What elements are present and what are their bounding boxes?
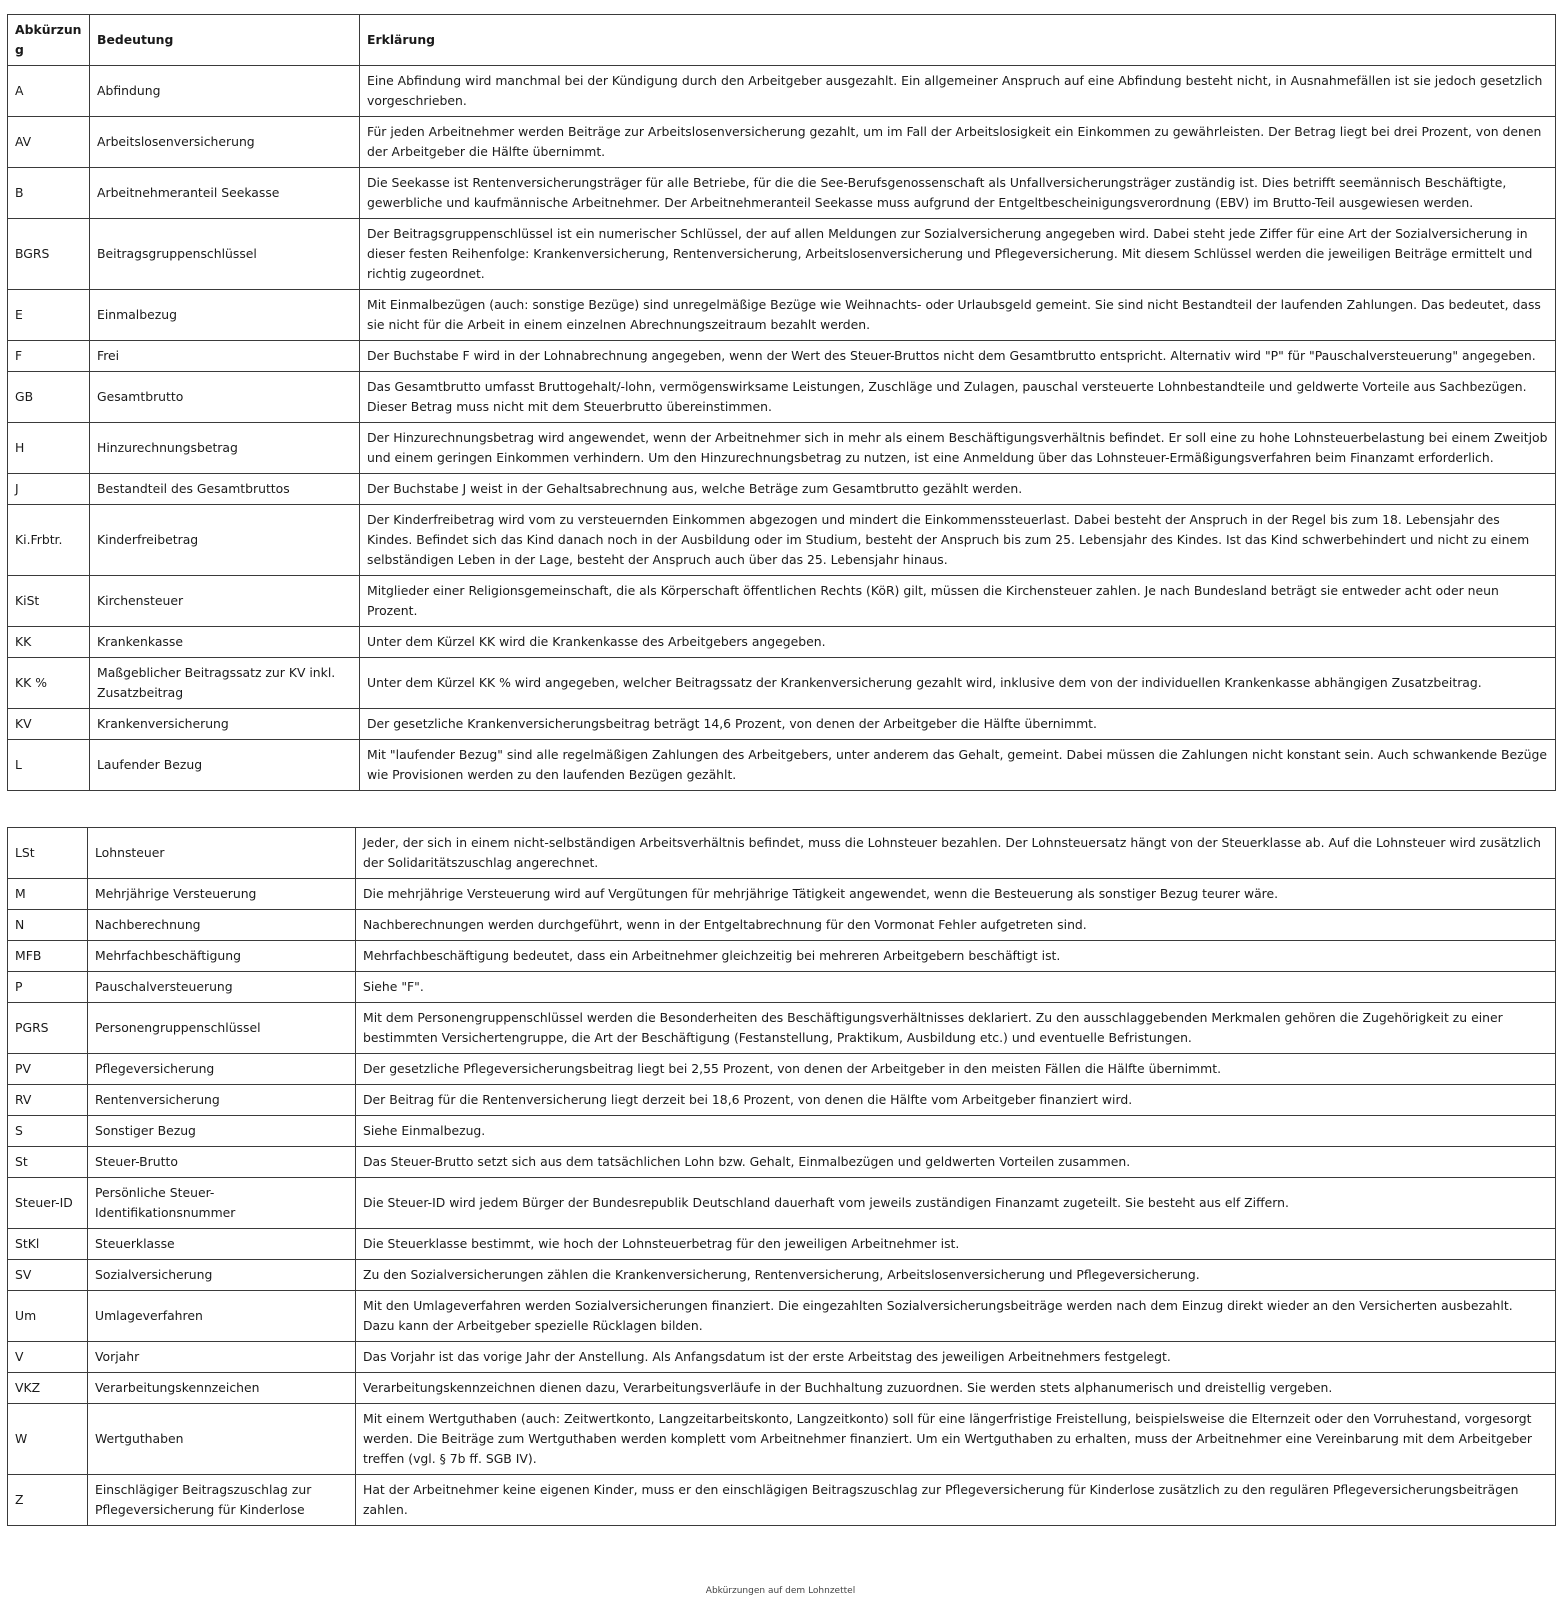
cell-meaning: Hinzurechnungsbetrag — [90, 423, 360, 474]
cell-explanation: Das Steuer-Brutto setzt sich aus dem tatsächlichen Lohn bzw. Gehalt, Einmalbezügen und geldwerten Vorteilen zusammen. — [356, 1147, 1556, 1178]
cell-abbreviation: KiSt — [8, 576, 90, 627]
cell-meaning: Vorjahr — [88, 1342, 356, 1373]
cell-explanation: Nachberechnungen werden durchgeführt, wenn in der Entgeltabrechnung für den Vormonat Fehler aufgetreten sind. — [356, 910, 1556, 941]
cell-meaning: Arbeitslosenversicherung — [90, 117, 360, 168]
cell-explanation: Siehe "F". — [356, 972, 1556, 1003]
table-row — [8, 1054, 1556, 1085]
cell-meaning: Lohnsteuer — [88, 828, 356, 879]
cell-abbreviation: Z — [8, 1475, 88, 1526]
header-meaning: Bedeutung — [90, 15, 360, 66]
table-row — [8, 658, 1556, 709]
cell-abbreviation: KK — [8, 627, 90, 658]
cell-explanation: Unter dem Kürzel KK wird die Krankenkasse des Arbeitgebers angegeben. — [360, 627, 1556, 658]
cell-meaning: Rentenversicherung — [88, 1085, 356, 1116]
cell-explanation: Für jeden Arbeitnehmer werden Beiträge zur Arbeitslosenversicherung gezahlt, um im Fall der Arbeitslosigkeit ein Einkommen zu gewährleisten. Der Betrag liegt bei drei Prozent, von denen der Arbeitgeber die Hälfte übernimmt. — [360, 117, 1556, 168]
cell-explanation: Das Gesamtbrutto umfasst Bruttogehalt/-lohn, vermögenswirksame Leistungen, Zuschläge und Zulagen, pauschal versteuerte Lohnbestandteile und geldwerte Vorteile aus Sachbezügen. Dieser Betrag muss nicht mit dem Steuerbrutto übereinstimmen. — [360, 372, 1556, 423]
cell-abbreviation: KV — [8, 709, 90, 740]
cell-meaning: Steuer-Brutto — [88, 1147, 356, 1178]
cell-explanation: Mit "laufender Bezug" sind alle regelmäßigen Zahlungen des Arbeitgebers, unter anderem das Gehalt, gemeint. Dabei müssen die Zahlungen nicht konstant sein. Auch schwankende Bezüge wie Provisionen werden zu den laufenden Bezügen gezählt. — [360, 740, 1556, 791]
table-row — [8, 219, 1556, 290]
table-row — [8, 828, 1556, 879]
cell-explanation: Hat der Arbeitnehmer keine eigenen Kinder, muss er den einschlägigen Beitragszuschlag zur Pflegeversicherung für Kinderlose zusätzlich zu den regulären Pflegeversicherungsbeiträgen zahlen. — [356, 1475, 1556, 1526]
table-row — [8, 879, 1556, 910]
cell-abbreviation: B — [8, 168, 90, 219]
cell-meaning: Arbeitnehmeranteil Seekasse — [90, 168, 360, 219]
cell-explanation: Die Steuer-ID wird jedem Bürger der Bundesrepublik Deutschland dauerhaft vom jeweils zuständigen Finanzamt zugeteilt. Sie besteht aus elf Ziffern. — [356, 1178, 1556, 1229]
cell-explanation: Eine Abfindung wird manchmal bei der Kündigung durch den Arbeitgeber ausgezahlt. Ein allgemeiner Anspruch auf eine Abfindung besteht nicht, in Ausnahmefällen ist sie jedoch gesetzlich vorgeschrieben. — [360, 66, 1556, 117]
cell-meaning: Steuerklasse — [88, 1229, 356, 1260]
cell-abbreviation: V — [8, 1342, 88, 1373]
cell-explanation: Mehrfachbeschäftigung bedeutet, dass ein Arbeitnehmer gleichzeitig bei mehreren Arbeitgebern beschäftigt ist. — [356, 941, 1556, 972]
cell-explanation: Der Beitragsgruppenschlüssel ist ein numerischer Schlüssel, der auf allen Meldungen zur Sozialversicherung angegeben wird. Dabei steht jede Ziffer für eine Art der Sozialversicherung in dieser festen Reihenfolge: Krankenversicherung, Rentenversicherung, Arbeitslosenversicherung und Pflegeversicherung. Mit diesem Schlüssel werden die jeweiligen Beiträge ermittelt und richtig zugeordnet. — [360, 219, 1556, 290]
cell-meaning: Kinderfreibetrag — [90, 505, 360, 576]
cell-explanation: Der Beitrag für die Rentenversicherung liegt derzeit bei 18,6 Prozent, von denen die Hälfte vom Arbeitgeber finanziert wird. — [356, 1085, 1556, 1116]
cell-explanation: Mit den Umlageverfahren werden Sozialversicherungen finanziert. Die eingezahlten Sozialversicherungsbeiträge werden nach dem Einzug direkt wieder an den Versicherten ausbezahlt. Dazu kann der Arbeitgeber spezielle Rücklagen bilden. — [356, 1291, 1556, 1342]
cell-abbreviation: PGRS — [8, 1003, 88, 1054]
cell-meaning: Einmalbezug — [90, 290, 360, 341]
cell-abbreviation: PV — [8, 1054, 88, 1085]
cell-abbreviation: StKl — [8, 1229, 88, 1260]
abbreviation-table-part-2 — [7, 827, 1556, 1526]
table-row — [8, 1342, 1556, 1373]
table-row — [8, 1178, 1556, 1229]
table-row — [8, 1475, 1556, 1526]
header-explanation: Erklärung — [360, 15, 1556, 66]
cell-meaning: Abfindung — [90, 66, 360, 117]
cell-explanation: Unter dem Kürzel KK % wird angegeben, welcher Beitragssatz der Krankenversicherung gezahlt wird, inklusive dem von der individuellen Krankenkasse abhängigen Zusatzbeitrag. — [360, 658, 1556, 709]
table-row — [8, 474, 1556, 505]
table-row — [8, 1116, 1556, 1147]
table-row — [8, 290, 1556, 341]
cell-meaning: Frei — [90, 341, 360, 372]
cell-meaning: Maßgeblicher Beitragssatz zur KV inkl. Zusatzbeitrag — [90, 658, 360, 709]
cell-abbreviation: J — [8, 474, 90, 505]
table-row — [8, 576, 1556, 627]
cell-abbreviation: RV — [8, 1085, 88, 1116]
cell-abbreviation: GB — [8, 372, 90, 423]
cell-meaning: Bestandteil des Gesamtbruttos — [90, 474, 360, 505]
cell-abbreviation: M — [8, 879, 88, 910]
table-row — [8, 1003, 1556, 1054]
table-row — [8, 972, 1556, 1003]
cell-explanation: Die mehrjährige Versteuerung wird auf Vergütungen für mehrjährige Tätigkeit angewendet, wenn die Besteuerung als sonstiger Bezug teurer wäre. — [356, 879, 1556, 910]
table-row — [8, 168, 1556, 219]
table-caption: Abkürzungen auf dem Lohnzettel — [705, 1586, 856, 1596]
cell-explanation: Mitglieder einer Religionsgemeinschaft, die als Körperschaft öffentlichen Rechts (KöR) gilt, müssen die Kirchensteuer zahlen. Je nach Bundesland beträgt sie entweder acht oder neun Prozent. — [360, 576, 1556, 627]
table-row — [8, 1291, 1556, 1342]
cell-abbreviation: SV — [8, 1260, 88, 1291]
cell-meaning: Verarbeitungskennzeichen — [88, 1373, 356, 1404]
cell-abbreviation: BGRS — [8, 219, 90, 290]
cell-abbreviation: Ki.Frbtr. — [8, 505, 90, 576]
cell-abbreviation: Um — [8, 1291, 88, 1342]
table-row — [8, 423, 1556, 474]
cell-abbreviation: A — [8, 66, 90, 117]
cell-meaning: Kirchensteuer — [90, 576, 360, 627]
cell-abbreviation: E — [8, 290, 90, 341]
table-row — [8, 505, 1556, 576]
cell-meaning: Personengruppenschlüssel — [88, 1003, 356, 1054]
cell-explanation: Mit Einmalbezügen (auch: sonstige Bezüge) sind unregelmäßige Bezüge wie Weihnachts- oder Urlaubsgeld gemeint. Sie sind nicht Bestandteil der laufenden Zahlungen. Das bedeutet, dass sie nicht für die Arbeit in einem einzelnen Abrechnungszeitraum bezahlt werden. — [360, 290, 1556, 341]
cell-meaning: Wertguthaben — [88, 1404, 356, 1475]
cell-abbreviation: P — [8, 972, 88, 1003]
cell-meaning: Mehrfachbeschäftigung — [88, 941, 356, 972]
cell-explanation: Das Vorjahr ist das vorige Jahr der Anstellung. Als Anfangsdatum ist der erste Arbeitstag des jeweiligen Arbeitnehmers festgelegt. — [356, 1342, 1556, 1373]
table-row — [8, 66, 1556, 117]
table-row — [8, 1229, 1556, 1260]
cell-explanation: Der gesetzliche Krankenversicherungsbeitrag beträgt 14,6 Prozent, von denen der Arbeitgeber die Hälfte übernimmt. — [360, 709, 1556, 740]
table-row — [8, 1260, 1556, 1291]
cell-abbreviation: VKZ — [8, 1373, 88, 1404]
table-header-row — [8, 15, 1556, 66]
cell-meaning: Pauschalversteuerung — [88, 972, 356, 1003]
cell-meaning: Sozialversicherung — [88, 1260, 356, 1291]
cell-meaning: Sonstiger Bezug — [88, 1116, 356, 1147]
cell-abbreviation: F — [8, 341, 90, 372]
cell-explanation: Jeder, der sich in einem nicht-selbständigen Arbeitsverhältnis befindet, muss die Lohnsteuer bezahlen. Der Lohnsteuersatz hängt von der Steuerklasse ab. Auf die Lohnsteuer wird zusätzlich der Solidaritätszuschlag angerechnet. — [356, 828, 1556, 879]
table-row — [8, 372, 1556, 423]
cell-abbreviation: W — [8, 1404, 88, 1475]
cell-meaning: Beitragsgruppenschlüssel — [90, 219, 360, 290]
table-row — [8, 1147, 1556, 1178]
cell-explanation: Der gesetzliche Pflegeversicherungsbeitrag liegt bei 2,55 Prozent, von denen der Arbeitgeber in den meisten Fällen die Hälfte übernimmt. — [356, 1054, 1556, 1085]
cell-explanation: Mit dem Personengruppenschlüssel werden die Besonderheiten des Beschäftigungsverhältnisses deklariert. Zu den ausschlaggebenden Merkmalen gehören die Zugehörigkeit zu einer bestimmten Versichertengruppe, die Art der Beschäftigung (Festanstellung, Praktikum, Ausbildung etc.) und eventuelle Befristungen. — [356, 1003, 1556, 1054]
cell-explanation: Verarbeitungskennzeichnen dienen dazu, Verarbeitungsverläufe in der Buchhaltung zuzuordnen. Sie werden stets alphanumerisch und dreistellig vergeben. — [356, 1373, 1556, 1404]
cell-meaning: Pflegeversicherung — [88, 1054, 356, 1085]
table-row — [8, 941, 1556, 972]
cell-meaning: Gesamtbrutto — [90, 372, 360, 423]
cell-meaning: Nachberechnung — [88, 910, 356, 941]
cell-explanation: Mit einem Wertguthaben (auch: Zeitwertkonto, Langzeitarbeitskonto, Langzeitkonto) soll für eine längerfristige Freistellung, beispielsweise die Elternzeit oder den Vorruhestand, vorgesorgt werden. Die Beiträge zum Wertguthaben werden komplett vom Arbeitnehmer finanziert. Um ein Wertguthaben zu erhalten, muss der Arbeitnehmer eine Vereinbarung mit dem Arbeitgeber treffen (vgl. § 7b ff. SGB IV). — [356, 1404, 1556, 1475]
cell-explanation: Der Buchstabe J weist in der Gehaltsabrechnung aus, welche Beträge zum Gesamtbrutto gezählt werden. — [360, 474, 1556, 505]
cell-explanation: Der Buchstabe F wird in der Lohnabrechnung angegeben, wenn der Wert des Steuer-Bruttos nicht dem Gesamtbrutto entspricht. Alternativ wird "P" für "Pauschalversteuerung" angegeben. — [360, 341, 1556, 372]
cell-abbreviation: S — [8, 1116, 88, 1147]
table-row — [8, 117, 1556, 168]
header-abbreviation: Abkürzung — [8, 15, 90, 66]
cell-abbreviation: LSt — [8, 828, 88, 879]
abbreviation-table-part-1 — [7, 14, 1556, 791]
cell-abbreviation: N — [8, 910, 88, 941]
cell-meaning: Laufender Bezug — [90, 740, 360, 791]
cell-meaning: Krankenkasse — [90, 627, 360, 658]
table-row — [8, 709, 1556, 740]
cell-meaning: Mehrjährige Versteuerung — [88, 879, 356, 910]
cell-abbreviation: H — [8, 423, 90, 474]
cell-explanation: Siehe Einmalbezug. — [356, 1116, 1556, 1147]
cell-meaning: Krankenversicherung — [90, 709, 360, 740]
cell-explanation: Die Steuerklasse bestimmt, wie hoch der Lohnsteuerbetrag für den jeweiligen Arbeitnehmer ist. — [356, 1229, 1556, 1260]
table-row — [8, 1085, 1556, 1116]
cell-meaning: Persönliche Steuer-Identifikationsnummer — [88, 1178, 356, 1229]
table-row — [8, 627, 1556, 658]
table-row — [8, 740, 1556, 791]
cell-abbreviation: MFB — [8, 941, 88, 972]
cell-abbreviation: L — [8, 740, 90, 791]
cell-explanation: Die Seekasse ist Rentenversicherungsträger für alle Betriebe, für die die See-Berufsgenossenschaft als Unfallversicherungsträger zuständig ist. Dies betrifft seemännisch Beschäftigte, gewerbliche und kaufmännische Arbeitnehmer. Der Arbeitnehmeranteil Seekasse muss aufgrund der Entgeltbescheinigungsverordnung (EBV) im Brutto-Teil ausgewiesen werden. — [360, 168, 1556, 219]
table-row — [8, 1373, 1556, 1404]
cell-explanation: Zu den Sozialversicherungen zählen die Krankenversicherung, Rentenversicherung, Arbeitslosenversicherung und Pflegeversicherung. — [356, 1260, 1556, 1291]
cell-meaning: Einschlägiger Beitragszuschlag zur Pflegeversicherung für Kinderlose — [88, 1475, 356, 1526]
cell-abbreviation: AV — [8, 117, 90, 168]
cell-abbreviation: St — [8, 1147, 88, 1178]
table-row — [8, 910, 1556, 941]
cell-explanation: Der Kinderfreibetrag wird vom zu versteuernden Einkommen abgezogen und mindert die Einkommenssteuerlast. Dabei besteht der Anspruch in der Regel bis zum 18. Lebensjahr des Kindes. Befindet sich das Kind danach noch in der Ausbildung oder im Studium, besteht der Anspruch bis zum 25. Lebensjahr des Kindes. Ist das Kind schwerbehindert und nicht zu einem selbständigen Leben in der Lage, besteht der Anspruch auch über das 25. Lebensjahr hinaus. — [360, 505, 1556, 576]
cell-meaning: Umlageverfahren — [88, 1291, 356, 1342]
cell-abbreviation: KK % — [8, 658, 90, 709]
table-row — [8, 341, 1556, 372]
table-row — [8, 1404, 1556, 1475]
cell-abbreviation: Steuer-ID — [8, 1178, 88, 1229]
cell-explanation: Der Hinzurechnungsbetrag wird angewendet, wenn der Arbeitnehmer sich in mehr als einem Beschäftigungsverhältnis befindet. Er soll eine zu hohe Lohnsteuerbelastung bei einem Zweitjob und einem geringen Einkommen verhindern. Um den Hinzurechnungsbetrag zu nutzen, ist eine Anmeldung über das Lohnsteuer-Ermäßigungsverfahren beim Finanzamt erforderlich. — [360, 423, 1556, 474]
